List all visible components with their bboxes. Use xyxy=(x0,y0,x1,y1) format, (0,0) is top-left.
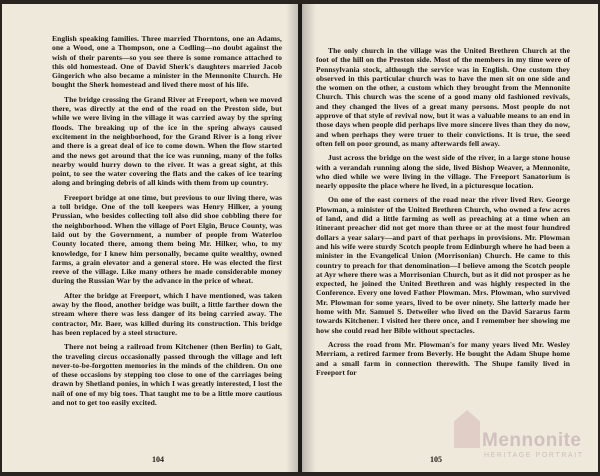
watermark-logo xyxy=(454,410,590,470)
right-page xyxy=(302,4,598,472)
paragraph: Across the road from Mr. Plowman's for many years lived Mr. Wesley Merriam, a retired farmer from Beverly. He bought the Adam Shupe home and a small farm in connection therewith. The Shupe family lived in Freeport for xyxy=(316,339,570,377)
paragraph: The bridge crossing the Grand River at Freeport, when we moved there, was directly at the end of the road on the Preston side, but while we were living in the village it was carried away by the spring floods. The breaking up of the ice in the spring always caused excitement in the neighborhood, for the Grand River is a long river and there is a great deal of ice to come down. When the flow started and the news got around that the ice was running, many of the folks nearby would hurry down to the river. It was a great sight, at this point, to see the water covering the flats and the cakes of ice tearing along and bringing debris of all kinds with them from up country. xyxy=(52,94,282,188)
page-number-left: 104 xyxy=(152,455,164,464)
watermark-title: Mennonite xyxy=(482,430,582,451)
right-page-text xyxy=(316,46,570,377)
paragraph: Just across the bridge on the west side of the river, in a large stone house with a verandah running along the side, lived Bishop Weaver, a Mennonite, who died while we were living in the village. The Freeport Sanatorium is nearly opposite the place where he lived, in a picturesque location. xyxy=(316,153,570,191)
page-number-right: 105 xyxy=(430,455,442,464)
paragraph: Freeport bridge at one time, but previous to our living there, was a toll bridge. One of the toll keepers was Henry Hilker, a young Prussian, who besides collecting toll also did shoe cobbling there for the neighborhood. When the village of Port Elgin, Bruce County, was laid out by the Government, a number of people from Waterloo County located there, among them being Mr. Hilker, who, to my knowledge, for I knew him personally, became quite wealthy, owned farms, a grain elevator and a general store. He was elected the first reeve of the village. Like many others he made considerable money during the Russian War by the advance in the price of wheat. xyxy=(52,192,282,286)
paragraph: The only church in the village was the United Brethren Church at the foot of the hill on the Preston side. Most of the members in my time were of Pennsylvania stock, although the service was in English. One custom they observed in this particular church was to have the men sit on one side and the women on the other, a custom which they brought from the Mennonite Church. This church was the scene of a good many old fashioned revivals, and they changed the lives of a great many persons. Most people do not approve of that style of revival now, but it was a valuable means to an end in those days when people did perhaps live more sincere lives than they do now, and when perhaps they were truer to their convictions. It is true, the seed often fell on poor ground, as many afterwards fell away. xyxy=(316,46,570,148)
paragraph: After the bridge at Freeport, which I have mentioned, was taken away by the flood, another bridge was built, a little farther down the stream where there was less danger of its being carried away. The contractor, Mr. Baer, was killed during its construction. This bridge has been replaced by a steel structure. xyxy=(52,290,282,337)
paragraph: There not being a railroad from Kitchener (then Berlin) to Galt, the traveling circus occasionally passed through the village and left never-to-be-forgotten memories in the minds of the children. On one of these occasions by stepping too close to one of the carriages being drawn by Shetland ponies, in which I was greatly interested, I lost the nail of one of my big toes. That taught me to be a little more cautious and not to get too easily excited. xyxy=(52,342,282,407)
left-page-text xyxy=(52,34,282,407)
watermark-icon xyxy=(454,410,480,448)
watermark-subtitle: HERITAGE PORTRAIT xyxy=(484,452,584,459)
left-page xyxy=(2,4,298,472)
paragraph: On one of the east corners of the road near the river lived Rev. George Plowman, a minister of the United Brethren Church, who owned a few acres of land, and did a little farming as well as preaching at a time when an itinerant preacher did not get more than three or at the most four hundred dollars a year salary—and part of that perhaps in provisions. Mr. Plowman and his wife were sturdy Scotch people from Edinburgh where he had been a minister in the Evangelical Union (Morrisonian) Church. He came to this country to preach for that denomination—I believe among the Scotch people at Ayr where there was a Morrisonian Church, but as it did not prosper as he expected, he joined the United Brethren and was highly respected in the Conference. Every one loved Father Plowman. Mrs. Plowman, who survived Mr. Plowman for some years, lived to be over ninety. She latterly made her home with Mr. Samuel S. Detweiler who lived on the David Sararus farm towards Kitchener. I visited her there once, and I remember her showing me how she could read her Bible without spectacles. xyxy=(316,195,570,335)
paragraph: English speaking families. Three married Thorntons, one an Adams, one a Wood, one a Thompson, one a Codling—no doubt against the wish of their parents—so you see there is some romance attached to this old homestead. One of David Sherk's daughters married Jacob Gingerich who also became a minister in the Mennonite Church. He bought the Sherk homestead and lived there most of his life. xyxy=(52,34,282,90)
